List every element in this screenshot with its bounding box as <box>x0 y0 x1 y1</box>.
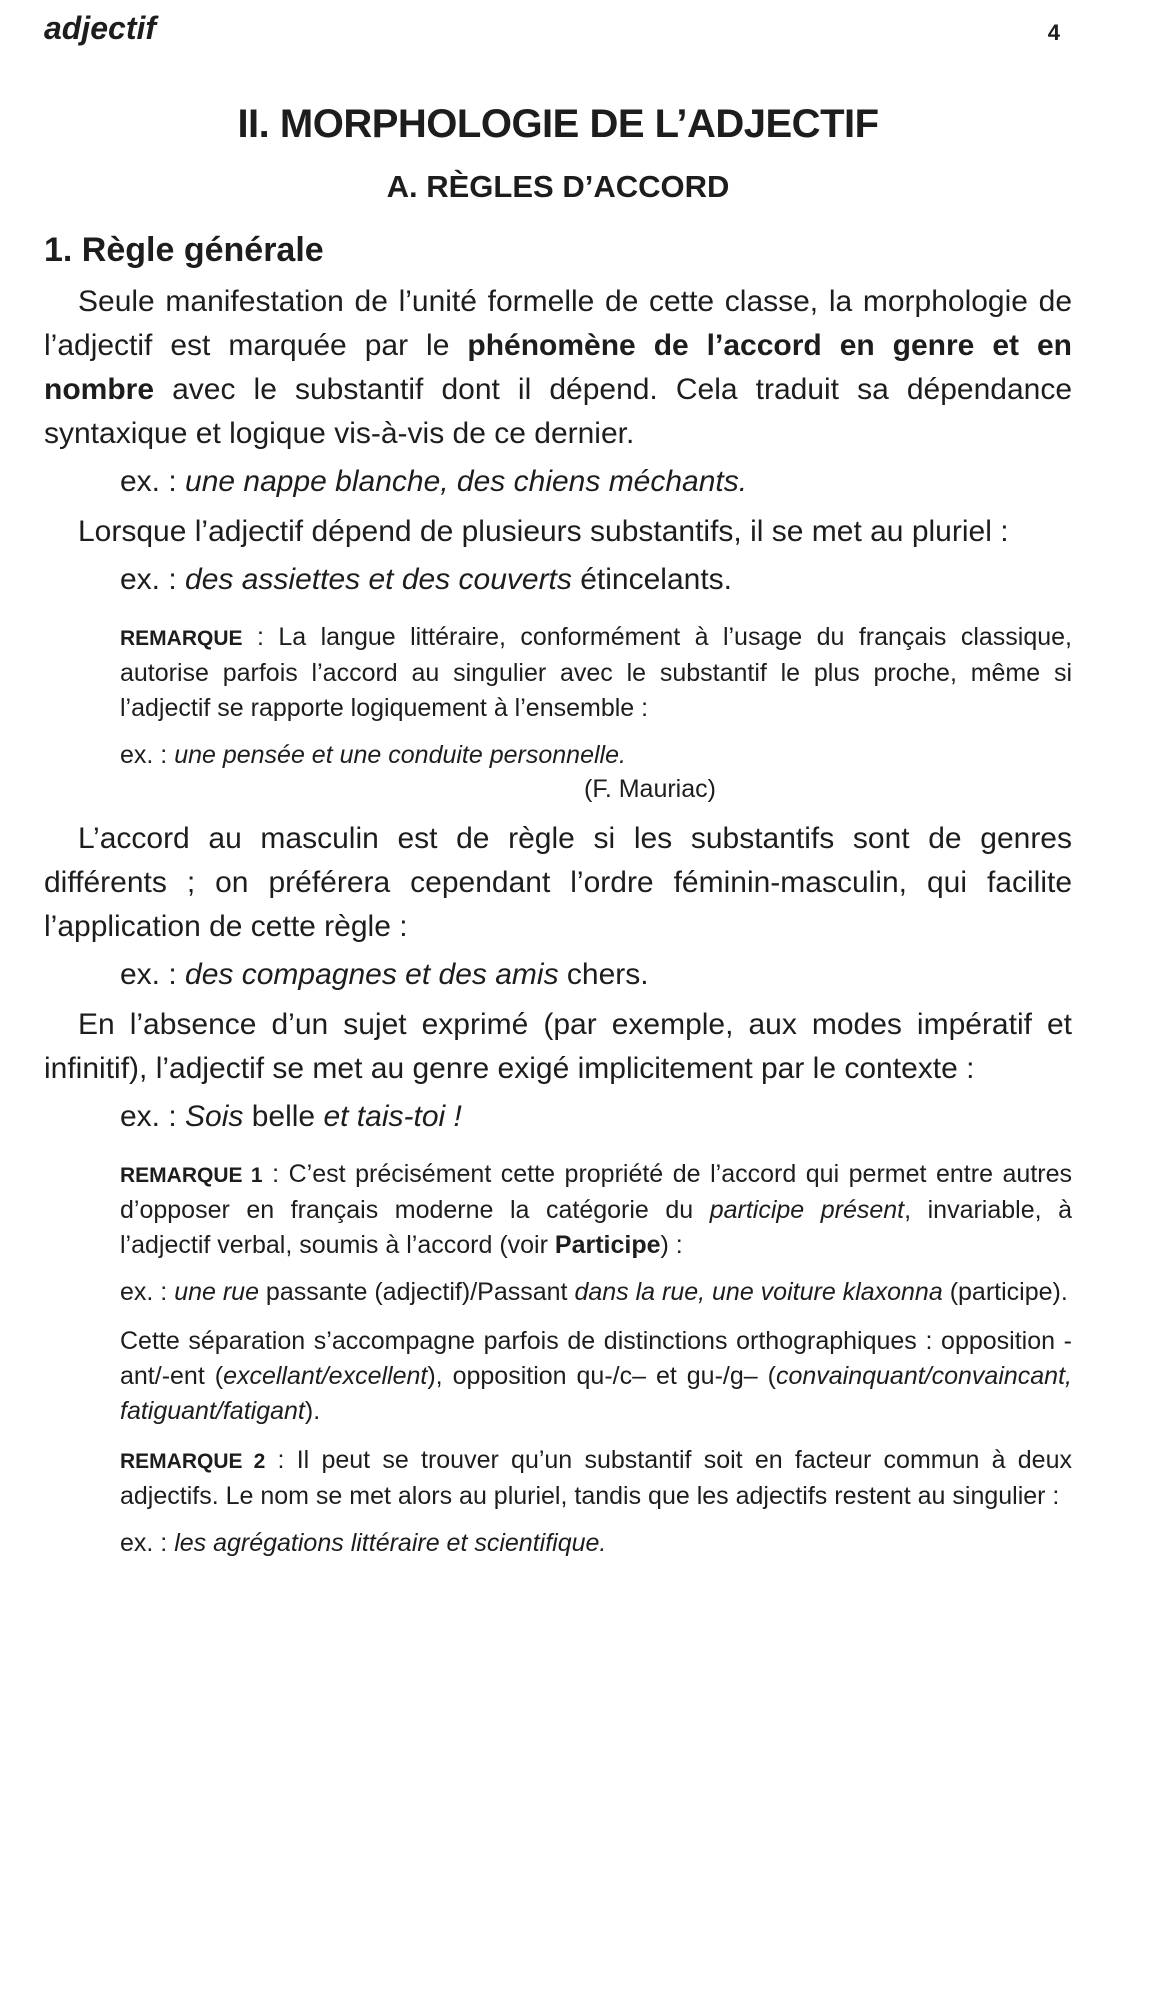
example-prefix: ex. : <box>120 741 175 769</box>
page-number: 4 <box>1047 20 1060 45</box>
example-prefix: ex. : <box>120 958 186 991</box>
remark-text: ) : <box>660 1231 683 1259</box>
cross-reference: Participe <box>554 1231 661 1259</box>
paragraph-plural: Lorsque l’adjectif dépend de plusieurs substantifs, il se met au pluriel : <box>78 515 1009 548</box>
example-text: dans la rue, une voiture klaxonna <box>574 1278 943 1306</box>
example-text: étincelants. <box>571 563 732 596</box>
example-text: (participe). <box>942 1278 1068 1306</box>
example-text: chers. <box>558 958 649 991</box>
example-text: des assiettes et des couverts <box>185 563 572 596</box>
example-prefix: ex. : <box>120 465 186 498</box>
example-text: belle <box>243 1100 324 1133</box>
remark-2-example <box>44 1526 1072 1561</box>
example-text: des compagnes et des amis <box>185 958 559 991</box>
example-text: et tais-toi ! <box>323 1100 462 1133</box>
remark-text: participe présent <box>709 1196 905 1224</box>
emphasis-bold: phénomène de l’accord en genre et en nombre <box>44 329 1072 406</box>
example-prefix: ex. : <box>120 1278 175 1306</box>
page-content <box>44 102 1072 1575</box>
paragraph-masculine: L’accord au masculin est de règle si les substantifs sont de genres différents ; on préférera cependant l’ordre féminin-masculin, qui facilite l’application de cette règle : <box>44 822 1072 943</box>
remark-label: REMARQUE 1 <box>120 1164 263 1187</box>
part-title: A. RÈGLES D’ACCORD <box>386 169 730 204</box>
example-text: une rue <box>174 1278 259 1306</box>
remark-text: , invariable, à l’adjectif verbal, soumis à l’accord (voir <box>120 1196 1073 1259</box>
example-2 <box>44 558 1072 602</box>
remark-label: REMARQUE 2 <box>120 1450 266 1473</box>
remark-text: Cette séparation s’accompagne parfois de distinctions orthographiques : opposition -ant/-ent ( <box>120 1327 1072 1390</box>
example-text: passante (adjectif)/Passant <box>258 1278 575 1306</box>
remark-text: excellant/excellent <box>223 1362 428 1390</box>
running-head-entry: adjectif <box>44 10 157 46</box>
chapter-title: II. MORPHOLOGIE DE L’ADJECTIF <box>237 102 879 146</box>
remark-label: REMARQUE <box>120 627 243 650</box>
remark-text: convainquant/convaincant, fatiguant/fatigant <box>120 1362 1072 1425</box>
section-title: 1. Règle générale <box>44 231 324 269</box>
paragraph-no-subject: En l’absence d’un sujet exprimé (par exemple, aux modes impératif et infinitif), l’adjectif se met au genre exigé implicitement par le contexte : <box>44 1008 1072 1085</box>
paragraph-general-rule <box>44 280 1072 456</box>
remark-text: : C’est précisément cette propriété de l’accord qui permet entre autres d’opposer en français moderne la catégorie du <box>120 1160 1072 1224</box>
text-run: Seule manifestation de l’unité formelle de cette classe, la morphologie de l’adjectif est marquée par le <box>44 285 1072 362</box>
example-text: une pensée et une conduite personnelle. <box>174 741 626 769</box>
text-run: avec le substantif dont il dépend. Cela traduit sa dépendance syntaxique et logique vis-à-vis de ce dernier. <box>44 373 1072 450</box>
example-text: les agrégations littéraire et scientifique. <box>174 1529 607 1557</box>
example-prefix: ex. : <box>120 563 186 596</box>
remark-text: ). <box>304 1397 321 1425</box>
remark-text: : Il peut se trouver qu’un substantif soit en facteur commun à deux adjectifs. Le nom se met alors au pluriel, tandis que les adjectifs restent au singulier : <box>120 1446 1072 1510</box>
example-4 <box>44 1095 1072 1139</box>
example-3 <box>44 953 1072 997</box>
remark-text: : La langue littéraire, conformément à l’usage du français classique, autorise parfois l’accord au singulier avec le substantif le plus proche, même si l’adjectif se rapporte logiquement à l’ensemble : <box>120 623 1072 722</box>
remark-1-example <box>44 1275 1072 1310</box>
example-text: Sois <box>185 1100 244 1133</box>
example-1 <box>44 460 1072 504</box>
example-prefix: ex. : <box>120 1529 175 1557</box>
example-prefix: ex. : <box>120 1100 186 1133</box>
remark-1 <box>44 1157 1072 1263</box>
remark-1-orthography <box>44 1324 1072 1429</box>
remark-example <box>44 738 1072 773</box>
example-text: une nappe blanche, des chiens méchants. <box>185 465 748 498</box>
remark-literary <box>44 620 1072 726</box>
citation: (F. Mauriac) <box>584 775 716 803</box>
remark-2 <box>44 1443 1072 1514</box>
remark-text: ), opposition qu-/c– et gu-/g– ( <box>427 1362 776 1390</box>
